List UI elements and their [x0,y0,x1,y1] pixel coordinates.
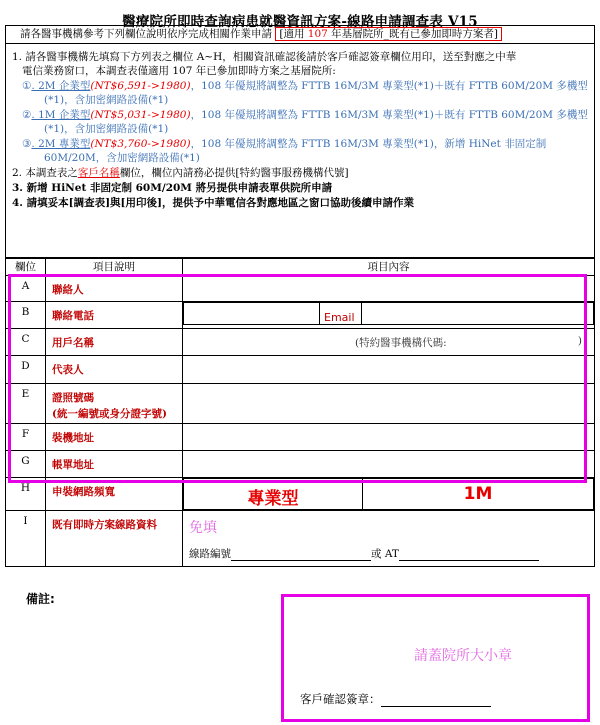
representative-field[interactable] [183,356,595,384]
instruction-text: 請各醫事機構參考下列欄位說明依序完成相關作業申請 [20,28,272,40]
instruction-header [6,26,594,44]
row-g [6,451,595,478]
signature-line[interactable] [381,695,491,707]
row-b [6,302,595,329]
row-code: D [6,356,46,384]
note-1: 1. 請各醫事機構先填寫下方列表之欄位 A~H，相關資訊確認後請於客戶確認簽章欄位用印，送至對應之中華 電信業務窗口，本調查表僅適用 107 年已參加即時方案之基層院所: [12,51,517,77]
stamp-hint: 請蓋院所大小章 [414,648,512,664]
or-at-label: 或 AT [371,548,399,560]
at-number-input[interactable] [399,550,539,561]
signature-row [300,691,491,707]
phone-field[interactable] [184,303,320,325]
row-label: 聯絡電話 [46,302,183,329]
row-label: 帳單地址 [46,451,183,478]
row-code: G [6,451,46,478]
email-field[interactable] [362,303,594,325]
row-c [6,329,595,356]
contact-person-field[interactable] [183,276,595,302]
install-address-field[interactable] [183,424,595,451]
option-3: ③. 2M 專業型(NT$3,760->1980)，108 年優規將調整為 FTTB 16M/3M 專業型(*1)，新增 HiNet 非固定制 60M/20M，含加密網路設備(*1) [22,138,547,164]
option-2: ②. 1M 企業型(NT$5,031->1980)，108 年優規將調整為 FTTB 16M/3M 專業型(*1)＋既有 FTTB 60M/20M 多機型 (*1)，含加密網路設備(*1) [22,109,588,135]
row-a [6,276,595,302]
line-number-row [189,546,539,561]
bandwidth-type: 專業型 [184,479,363,510]
instructions-box [5,25,595,258]
row-label: 用戶名稱 [46,329,183,356]
line-number-label: 線路編號 [189,548,231,560]
option-1: ①. 2M 企業型(NT$6,591->1980)，108 年優規將調整為 FTTB 16M/3M 專業型(*1)＋既有 FTTB 60M/20M 多機型 (*1)，含加密網路設備(*1) [22,80,588,106]
row-e [6,384,595,424]
row-h [6,478,595,511]
note-3: 3. 新增 HiNet 非固定制 60M/20M 將另提供申請表單供院所申請 [12,182,333,194]
row-label: 既有即時方案線路資料 [46,511,183,567]
header-code: 欄位 [6,259,46,276]
provider-code-hint-end: ) [577,335,582,347]
stamp-box[interactable] [281,594,590,722]
row-f [6,424,595,451]
remark-label: 備註: [26,592,55,606]
page-title: 醫療院所即時查詢病患就醫資訊方案-線路申請調查表 V15 [122,14,478,30]
header-desc: 項目說明 [46,259,183,276]
note-4: 4. 請填妥本[調查表]與[用印後]，提供予中華電信各對應地區之窗口協助後續申請作業 [12,197,414,209]
row-i [6,511,595,567]
row-label: 證照號碼 (統一編號或身分證字號) [46,384,183,424]
row-code: C [6,329,46,356]
row-code: E [6,384,46,424]
email-label: Email [320,303,362,325]
provider-code-hint: (特約醫事機構代碼: [355,337,447,349]
customer-name-field[interactable] [183,329,595,356]
note-2: 2. 本調查表之客戶名稱欄位，欄位內請務必提供[特約醫事服務機構代號] [12,167,349,179]
row-label: 聯絡人 [46,276,183,302]
bandwidth-speed: 1M [363,479,594,510]
notes-list [12,50,592,211]
row-code: F [6,424,46,451]
applicability-note: [適用 107 年基層院所_既有已參加即時方案者] [275,27,502,41]
line-number-input[interactable] [231,550,371,561]
row-label: 裝機地址 [46,424,183,451]
exempt-label: 免填 [189,520,217,536]
row-label: 申裝網路頻寬 [46,478,183,511]
row-code: H [6,478,46,511]
header-content: 項目內容 [183,259,595,276]
billing-address-field[interactable] [183,451,595,478]
row-label: 代表人 [46,356,183,384]
application-form-table [5,258,595,567]
row-code: I [6,511,46,567]
row-code: B [6,302,46,329]
row-d [6,356,595,384]
license-number-field[interactable] [183,384,595,424]
signature-label: 客戶確認簽章： [300,692,381,706]
row-code: A [6,276,46,302]
